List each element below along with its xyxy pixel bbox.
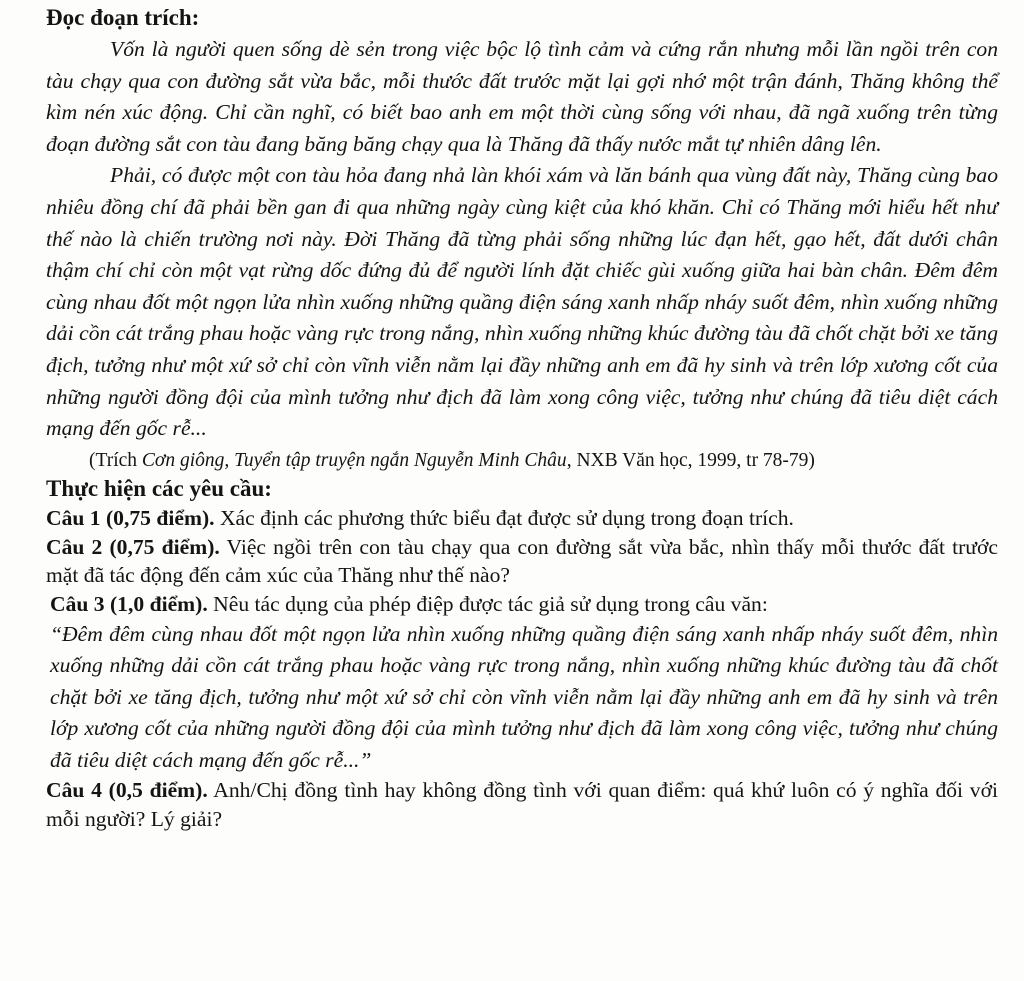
citation-prefix: (Trích <box>89 449 142 471</box>
citation-suffix: , NXB Văn học, 1999, tr 78-79) <box>566 449 815 471</box>
excerpt-paragraph-2: Phải, có được một con tàu hỏa đang nhả làn khói xám và lăn bánh qua vùng đất này, Thăng cùng bao nhiêu đồng chí đã phải bền gan đi qua những ngày cùng kiệt của khó khăn. Chỉ có Thăng mới hiểu hết như thế nào là chiến trường nơi này. Đời Thăng đã từng phải sống những lúc đạn hết, gạo hết, đất dưới chân thậm chí chỉ còn một vạt rừng dốc đứng đủ để người lính đặt chiếc gùi xuống giữa hai bàn chân. Đêm đêm cùng nhau đốt một ngọn lửa nhìn xuống những quầng điện sáng xanh nhấp nháy suốt đêm, nhìn xuống những dải cồn cát trắng phau hoặc vàng rực trong nắng, nhìn xuống những khúc đường tàu đã chốt chặt bởi xe tăng địch, tưởng như một xứ sở chỉ còn vĩnh viễn nằm lại đầy những anh em đã hy sinh và trên lớp xương cốt của những người đồng đội của mình tưởng như địch đã làm xong công việc, tưởng như chúng đã tiêu diệt cách mạng đến gốc rễ... <box>46 163 998 441</box>
source-citation <box>46 447 998 474</box>
question-3 <box>46 590 998 776</box>
cut-off-next-line <box>46 972 366 981</box>
question-1-label: Câu 1 (0,75 điểm). <box>46 505 215 530</box>
question-2-label: Câu 2 (0,75 điểm). <box>46 534 220 559</box>
question-3-quote: “Đêm đêm cùng nhau đốt một ngọn lửa nhìn xuống những quầng điện sáng xanh nhấp nháy suốt đêm, nhìn xuống những dải cồn cát trắng phau hoặc vàng rực trong nắng, nhìn xuống những khúc đường tàu đã chốt chặt bởi xe tăng địch, tưởng như một xứ sở chỉ còn vĩnh viễn nằm lại đầy những anh em đã hy sinh và trên lớp xương cốt của những người đồng đội của mình tưởng như địch đã làm xong công việc, tưởng như chúng đã tiêu diệt cách mạng đến gốc rễ...” <box>50 621 998 772</box>
question-1 <box>46 504 998 533</box>
excerpt-passage <box>46 34 998 445</box>
tasks-heading: Thực hiện các yêu cầu: <box>46 475 272 501</box>
question-4-label: Câu 4 (0,5 điểm). <box>46 778 208 803</box>
question-4-text: Anh/Chị đồng tình hay không đồng tình với quan điểm: quá khứ luôn có ý nghĩa đối với mỗi người? Lý giải? <box>46 778 998 832</box>
reading-heading: Đọc đoạn trích: <box>46 5 200 30</box>
question-2 <box>46 533 998 591</box>
question-2-text: Việc ngồi trên con tàu chạy qua con đường sắt vừa bắc, nhìn thấy mỗi thước đất trước mặt đã tác động đến cảm xúc của Thăng như thế nào? <box>46 534 999 588</box>
question-4 <box>46 776 998 834</box>
excerpt-paragraph-1: Vốn là người quen sống dè sẻn trong việc bộc lộ tình cảm và cứng rắn nhưng mỗi lần ngồi trên con tàu chạy qua con đường sắt vừa bắc, mỗi thước đất trước mặt lại gợi nhớ một trận đánh, Thăng không thể kìm nén xúc động. Chỉ cần nghĩ, có biết bao anh em một thời cùng sống với nhau, đã ngã xuống trên từng đoạn đường sắt con tàu đang băng băng chạy qua là Thăng đã thấy nước mắt tự nhiên dâng lên. <box>46 37 998 156</box>
question-1-text: Xác định các phương thức biểu đạt được sử dụng trong đoạn trích. <box>214 505 794 530</box>
question-3-label: Câu 3 (1,0 điểm). <box>50 592 208 617</box>
citation-source-title: Cơn giông, Tuyển tập truyện ngắn Nguyễn Minh Châu <box>141 449 567 471</box>
question-3-text: Nêu tác dụng của phép điệp được tác giả sử dụng trong câu văn: <box>207 592 768 617</box>
